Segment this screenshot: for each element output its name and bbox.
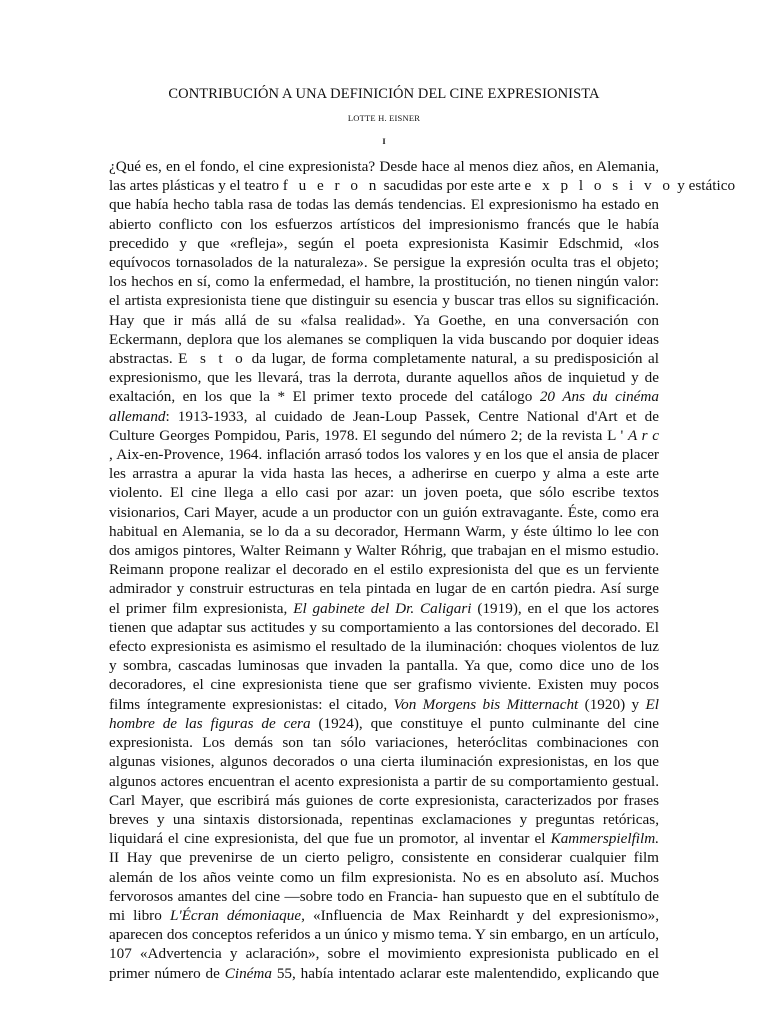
text-line — [109, 503, 659, 522]
text-segment: el artista expresionista tiene que distinguir su esencia y buscar tras ellos su significación. — [109, 292, 659, 310]
text-segment: habitual en Alemania, se lo da a su decorador, Hermann Warm, y éste último lo lee con — [109, 522, 659, 540]
text-segment: y estático — [673, 177, 736, 195]
text-line — [109, 560, 659, 579]
text-line — [109, 733, 659, 752]
body-text — [109, 157, 736, 983]
text-segment: (1920) y — [578, 695, 646, 713]
text-line — [109, 944, 659, 963]
text-segment: ¿Qué es, en el fondo, el cine expresionista? Desde hace al menos diez años, en Alemania, — [109, 158, 659, 175]
text-line — [109, 349, 659, 368]
text-line — [109, 752, 659, 771]
text-segment: Eckermann, deplora que los alemanes se compliquen la vida buscando por doquier ideas — [109, 330, 659, 348]
text-segment: Carl Mayer, que escribirá más guiones de corte expresionista, caracterizados por frases — [109, 791, 659, 809]
text-line — [109, 426, 659, 445]
text-line — [109, 906, 659, 925]
text-segment: los hechos en sí, como la enfermedad, el hambre, la prostitución, no tienen ningún valor: — [109, 273, 659, 291]
text-segment: fervorosos amantes del cine —sobre todo en Francia- han supuesto que en el subtítulo de — [109, 887, 659, 905]
text-line — [109, 483, 659, 502]
text-line — [109, 215, 659, 234]
text-line — [109, 330, 659, 349]
text-segment: violento. El cine llega a ello casi por azar: un joven poeta, que sólo escribe textos — [109, 484, 659, 502]
text-segment: abierto conflicto con los esfuerzos artísticos del impresionismo francés que le había — [109, 215, 659, 233]
text-segment: exaltación, en los que la * El primer texto procede del catálogo — [109, 388, 540, 406]
text-line — [109, 291, 659, 310]
text-segment: , Aix-en-Provence, 1964. inflación arrasó todos los valores y en los que el ansia de placer — [109, 446, 659, 464]
italic-text-segment: hombre de las figuras de cera — [109, 714, 311, 732]
text-segment: mi libro — [109, 906, 170, 924]
text-line — [109, 868, 659, 887]
text-line — [109, 272, 659, 291]
text-line — [109, 618, 659, 637]
text-segment: da lugar, de forma completamente natural, a su predisposición al — [246, 350, 659, 368]
text-segment: Hay que ir más allá de su «falsa realidad». Ya Goethe, en una conversación con — [109, 311, 659, 329]
text-line — [109, 464, 659, 483]
text-line — [109, 387, 659, 406]
text-segment: «Influencia de Max Reinhardt y del expresionismo», — [304, 906, 659, 924]
text-line — [109, 925, 659, 944]
italic-text-segment: Cinéma — [224, 964, 272, 982]
text-line — [109, 637, 659, 656]
text-segment: 107 «Advertencia y aclaración», sobre el movimiento expresionista publicado en el — [109, 945, 659, 963]
text-segment: que había hecho tabla rasa de todas las demás tendencias. El expresionismo ha estado en — [109, 196, 659, 214]
text-segment: alemán de los años veinte como un film expresionista. No es en absoluto así. Muchos — [109, 868, 659, 886]
text-line — [109, 234, 659, 253]
text-segment: les arrastra a apurar la vida hasta las heces, a adherirse en cuerpo y alma a este arte — [109, 465, 659, 483]
text-segment: expresionista. Los demás son tan sólo variaciones, heteróclitas combinaciones con — [109, 734, 659, 752]
text-line — [109, 714, 659, 733]
text-line — [109, 157, 659, 176]
text-line — [109, 522, 659, 541]
text-segment: admirador y construir estructuras en tela pintada en lugar de en cartón piedra. Así surge — [109, 580, 659, 598]
text-line — [109, 579, 659, 598]
italic-text-segment: El — [645, 695, 659, 713]
text-segment: (1924), que constituye el punto culminante del cine — [310, 714, 659, 732]
text-segment: 55, había intentado aclarar este malentendido, explicando que — [271, 964, 659, 982]
text-segment: algunos actores encuentran el acento expresionista a partir de su comportamiento gestual. — [109, 772, 659, 790]
text-segment: y sombra, cascadas luminosas que invaden la pantalla. Ya que, como dice uno de los — [109, 657, 659, 675]
text-segment: efecto expresionista es asimismo el resultado de la iluminación: choques violentos de luz — [109, 638, 659, 656]
text-line — [109, 176, 736, 195]
section-number: I — [382, 136, 386, 146]
text-line — [109, 407, 659, 426]
italic-text-segment: Von Morgens bis Mitternacht — [393, 695, 579, 713]
text-segment: visionarios, Cari Mayer, acude a un productor con un guión extravagante. Éste, como era — [109, 503, 659, 521]
document-author: LOTTE H. EISNER — [347, 113, 421, 123]
text-line — [109, 887, 659, 906]
text-segment: II Hay que prevenirse de un cierto peligro, consistente en considerar cualquier film — [109, 849, 659, 867]
text-segment: equívocos tornasolados de la naturaleza». Se persigue la expresión oculta tras el objeto; — [109, 254, 659, 272]
text-line — [109, 253, 659, 272]
italic-text-segment: Kammerspielfilm. — [550, 830, 659, 848]
text-line — [109, 695, 659, 714]
spaced-text-segment: E s t o — [178, 350, 247, 368]
text-segment: dos amigos pintores, Walter Reimann y Walter Róhrig, que trabajan en el mismo estudio. — [109, 542, 659, 560]
text-line — [109, 445, 659, 464]
text-segment: liquidará el cine expresionista, del que fue un promotor, al inventar el — [109, 830, 551, 848]
text-segment: primer número de — [109, 964, 225, 982]
text-segment: (1919), en el que los actores — [471, 599, 659, 617]
text-segment: decoradores, el cine expresionista tiene que ser grafismo viviente. Existen muy pocos — [109, 676, 659, 694]
text-line — [109, 772, 659, 791]
text-segment: aparecen dos conceptos referidos a un único y mismo tema. Y sin embargo, en un artículo, — [109, 926, 659, 944]
italic-text-segment: El gabinete del Dr. Caligari — [293, 599, 472, 617]
italic-text-segment: 20 Ans du cinéma — [539, 388, 659, 406]
text-segment: abstractas. — [109, 350, 179, 368]
text-line — [109, 829, 659, 848]
document-title: CONTRIBUCIÓN A UNA DEFINICIÓN DEL CINE EXPRESIONISTA — [168, 86, 600, 102]
italic-text-segment: allemand — [109, 407, 166, 425]
text-line — [109, 311, 659, 330]
text-segment: sacudidas por este arte — [379, 177, 525, 195]
text-segment: tienen que adaptar sus actitudes y su comportamiento a las contorsiones del decorado. El — [109, 618, 659, 636]
text-line — [109, 810, 659, 829]
text-segment: las artes plásticas y el teatro — [109, 177, 283, 195]
text-line — [109, 791, 659, 810]
spaced-text-segment: e x p l o s i v o — [524, 177, 674, 195]
italic-text-segment: L'Écran démoniaque, — [169, 906, 305, 924]
italic-text-segment: A r c — [627, 426, 659, 444]
text-segment: Culture Georges Pompidou, Paris, 1978. El segundo del número 2; de la revista L ' — [109, 426, 628, 444]
text-line — [109, 848, 659, 867]
text-segment: films íntegramente expresionistas: el citado, — [109, 695, 394, 713]
text-line — [109, 368, 659, 387]
text-line — [109, 964, 659, 983]
spaced-text-segment: f u e r o n — [282, 177, 380, 195]
text-line — [109, 656, 659, 675]
text-segment: Reimann propone realizar el decorado en el estilo expresionista del que es un ferviente — [109, 561, 659, 579]
text-line — [109, 195, 659, 214]
text-segment: el primer film expresionista, — [109, 599, 294, 617]
text-segment: expresionismo, que les llevará, tras la derrota, durante aquellos años de inquietud y de — [109, 369, 659, 387]
text-line — [109, 599, 659, 618]
text-segment: precedido y que «refleja», según el poeta expresionista Kasimir Edschmid, «los — [109, 234, 659, 252]
text-line — [109, 675, 659, 694]
text-segment: breves y una sintaxis distorsionada, repentinas exclamaciones y preguntas retóricas, — [109, 810, 659, 828]
text-segment: algunas visiones, algunos decorados o una cierta iluminación expresionistas, en los que — [109, 753, 659, 771]
text-segment: : 1913-1933, al cuidado de Jean-Loup Passek, Centre National d'Art et de — [165, 407, 659, 425]
text-line — [109, 541, 659, 560]
